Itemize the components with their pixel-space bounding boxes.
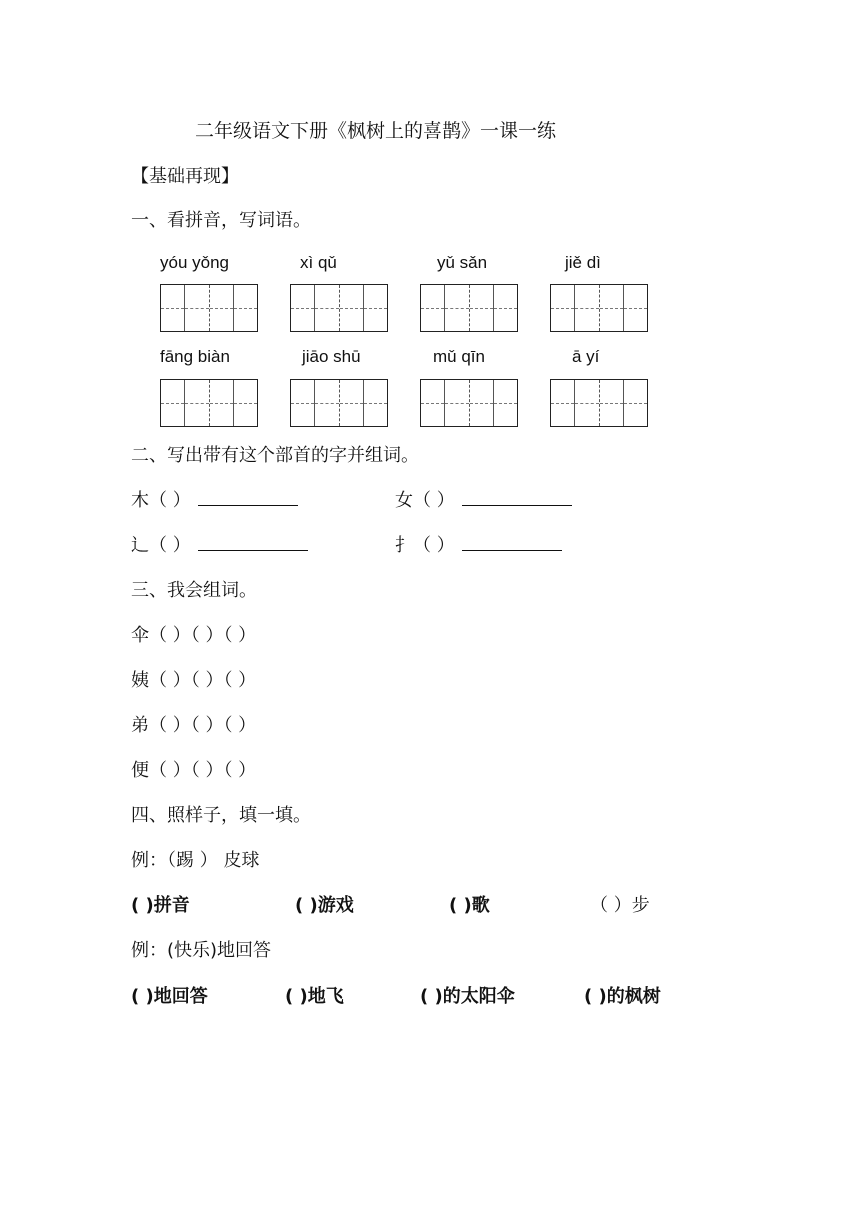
fill-item[interactable]: ( )的太阳伞 bbox=[420, 986, 515, 1007]
fill-item[interactable]: ( )拼音 bbox=[131, 895, 190, 916]
radical-label: 扌（ ） bbox=[395, 535, 455, 556]
writing-grid[interactable] bbox=[290, 284, 388, 332]
word-group-row[interactable]: 弟（ ）（ ）（ ） bbox=[131, 715, 257, 736]
example-line: 例：(快乐)地回答 bbox=[131, 940, 272, 961]
q1-heading: 一、看拼音，写词语。 bbox=[131, 210, 311, 231]
writing-grid[interactable] bbox=[160, 379, 258, 427]
writing-grid[interactable] bbox=[420, 379, 518, 427]
pinyin-label: yóu yǒng bbox=[160, 253, 229, 272]
pinyin-label: yǔ sǎn bbox=[437, 253, 488, 272]
fill-item[interactable]: ( )歌 bbox=[449, 895, 490, 916]
fill-item[interactable]: ( )地飞 bbox=[285, 986, 344, 1007]
radical-label: 女（ ） bbox=[395, 490, 455, 511]
radical-item bbox=[131, 531, 308, 557]
writing-grid[interactable] bbox=[550, 284, 648, 332]
answer-blank[interactable] bbox=[462, 487, 572, 506]
answer-blank[interactable] bbox=[462, 532, 562, 551]
q3-heading: 三、我会组词。 bbox=[131, 580, 257, 601]
fill-item[interactable]: （ ）步 bbox=[590, 895, 650, 916]
fill-item[interactable]: ( )的枫树 bbox=[584, 986, 661, 1007]
word-group-row[interactable]: 便（ ）（ ）（ ） bbox=[131, 760, 257, 781]
answer-blank[interactable] bbox=[198, 532, 308, 551]
answer-blank[interactable] bbox=[198, 487, 298, 506]
example-line: 例：（踢 ） 皮球 bbox=[131, 850, 260, 871]
word-group-row[interactable]: 伞（ ）（ ）（ ） bbox=[131, 625, 257, 646]
writing-grid[interactable] bbox=[420, 284, 518, 332]
word-group-row[interactable]: 姨（ ）（ ）（ ） bbox=[131, 670, 257, 691]
radical-item bbox=[395, 486, 572, 512]
writing-grid[interactable] bbox=[160, 284, 258, 332]
pinyin-label: ā yí bbox=[572, 347, 600, 366]
section-basic-heading: 【基础再现】 bbox=[131, 166, 239, 187]
pinyin-label: xì qǔ bbox=[300, 253, 337, 272]
pinyin-label: fāng biàn bbox=[160, 347, 230, 366]
pinyin-label: jiāo shū bbox=[302, 347, 361, 366]
pinyin-label: mǔ qīn bbox=[433, 347, 485, 366]
fill-item[interactable]: ( )地回答 bbox=[131, 986, 208, 1007]
fill-item[interactable]: ( )游戏 bbox=[295, 895, 354, 916]
writing-grid[interactable] bbox=[290, 379, 388, 427]
pinyin-label: jiě dì bbox=[565, 253, 601, 272]
radical-item bbox=[131, 486, 298, 512]
radical-label: 木（ ） bbox=[131, 490, 191, 511]
page-title: 二年级语文下册《枫树上的喜鹊》一课一练 bbox=[195, 120, 557, 142]
writing-grid[interactable] bbox=[550, 379, 648, 427]
q2-heading: 二、写出带有这个部首的字并组词。 bbox=[131, 445, 419, 466]
radical-item bbox=[395, 531, 562, 557]
radical-label: 辶（ ） bbox=[131, 535, 191, 556]
q4-heading: 四、照样子，填一填。 bbox=[131, 805, 311, 826]
